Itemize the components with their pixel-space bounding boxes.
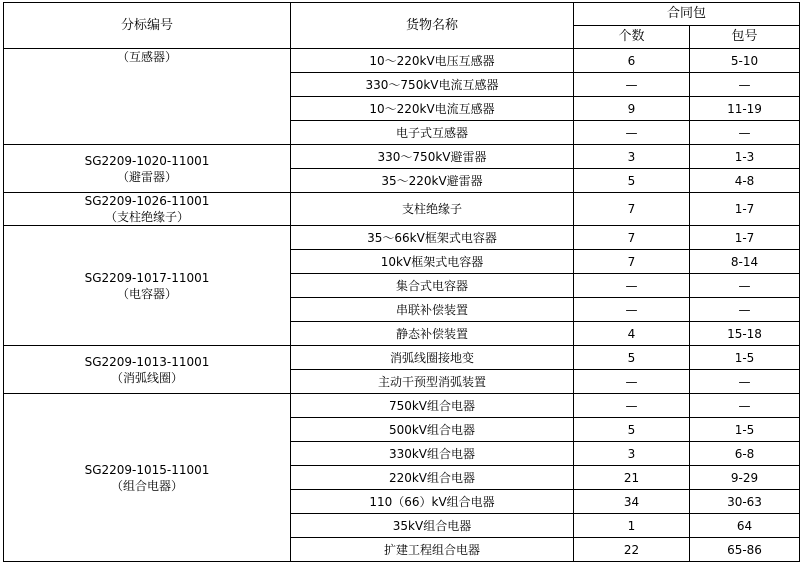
- count-cell: —: [574, 298, 690, 322]
- count-cell: —: [574, 370, 690, 394]
- count-cell: 7: [574, 250, 690, 274]
- goods-name-cell: 主动干预型消弧装置: [291, 370, 574, 394]
- count-cell: 7: [574, 193, 690, 226]
- goods-name-cell: 10kV框架式电容器: [291, 250, 574, 274]
- count-cell: 34: [574, 490, 690, 514]
- section-category: （支柱绝缘子）: [104, 210, 189, 224]
- section-number-cell: [4, 193, 291, 226]
- goods-name-cell: 电子式互感器: [291, 121, 574, 145]
- package-number-cell: 65-86: [690, 538, 800, 562]
- goods-name-cell: 扩建工程组合电器: [291, 538, 574, 562]
- section-number-cell: [4, 346, 291, 394]
- table-row: [4, 193, 800, 226]
- package-number-cell: 1-7: [690, 193, 800, 226]
- table-row: [4, 49, 800, 73]
- package-number-cell: 15-18: [690, 322, 800, 346]
- contract-package-table: [3, 2, 800, 562]
- goods-name-cell: 35～220kV避雷器: [291, 169, 574, 193]
- section-code: SG2209-1015-11001: [84, 462, 210, 477]
- table-row: [4, 346, 800, 370]
- package-number-cell: 9-29: [690, 466, 800, 490]
- goods-name-cell: 220kV组合电器: [291, 466, 574, 490]
- goods-name-cell: 集合式电容器: [291, 274, 574, 298]
- section-code: SG2209-1013-11001: [84, 354, 210, 369]
- count-cell: 3: [574, 145, 690, 169]
- header-count: 个数: [574, 26, 690, 49]
- package-number-cell: —: [690, 298, 800, 322]
- header-contract-package: 合同包: [574, 3, 800, 26]
- package-number-cell: —: [690, 370, 800, 394]
- table-row: [4, 145, 800, 169]
- package-number-cell: —: [690, 121, 800, 145]
- table-row: [4, 226, 800, 250]
- goods-name-cell: 35～66kV框架式电容器: [291, 226, 574, 250]
- count-cell: 5: [574, 418, 690, 442]
- section-category: （组合电器）: [110, 478, 183, 493]
- header-package-number: 包号: [690, 26, 800, 49]
- header-section-number: 分标编号: [4, 3, 291, 49]
- section-number-cell: [4, 226, 291, 346]
- package-number-cell: —: [690, 73, 800, 97]
- section-category: （电容器）: [116, 286, 177, 301]
- goods-name-cell: 串联补偿装置: [291, 298, 574, 322]
- count-cell: 4: [574, 322, 690, 346]
- count-cell: 6: [574, 49, 690, 73]
- package-number-cell: 64: [690, 514, 800, 538]
- table-body: [4, 49, 800, 562]
- goods-name-cell: 330～750kV电流互感器: [291, 73, 574, 97]
- count-cell: 5: [574, 346, 690, 370]
- package-number-cell: 30-63: [690, 490, 800, 514]
- count-cell: 5: [574, 169, 690, 193]
- section-number-cell: [4, 145, 291, 193]
- package-number-cell: 8-14: [690, 250, 800, 274]
- count-cell: —: [574, 274, 690, 298]
- package-number-cell: 4-8: [690, 169, 800, 193]
- package-number-cell: 5-10: [690, 49, 800, 73]
- goods-name-cell: 消弧线圈接地变: [291, 346, 574, 370]
- goods-name-cell: 静态补偿装置: [291, 322, 574, 346]
- package-number-cell: 1-7: [690, 226, 800, 250]
- package-number-cell: —: [690, 394, 800, 418]
- package-number-cell: 11-19: [690, 97, 800, 121]
- section-code: SG2209-1026-11001: [84, 194, 210, 208]
- header-goods-name: 货物名称: [291, 3, 574, 49]
- goods-name-cell: 750kV组合电器: [291, 394, 574, 418]
- section-category: （避雷器）: [116, 169, 177, 184]
- goods-name-cell: 35kV组合电器: [291, 514, 574, 538]
- package-number-cell: 1-5: [690, 418, 800, 442]
- goods-name-cell: 330kV组合电器: [291, 442, 574, 466]
- section-number-cell: [4, 49, 291, 145]
- count-cell: 9: [574, 97, 690, 121]
- section-code: SG2209-1017-11001: [84, 270, 210, 285]
- section-code: SG2209-1020-11001: [84, 153, 210, 168]
- count-cell: —: [574, 394, 690, 418]
- goods-name-cell: 330～750kV避雷器: [291, 145, 574, 169]
- section-category: （消弧线圈）: [110, 370, 183, 385]
- table-row: [4, 394, 800, 418]
- count-cell: —: [574, 73, 690, 97]
- package-number-cell: 1-5: [690, 346, 800, 370]
- count-cell: —: [574, 121, 690, 145]
- package-number-cell: 1-3: [690, 145, 800, 169]
- package-number-cell: —: [690, 274, 800, 298]
- count-cell: 3: [574, 442, 690, 466]
- goods-name-cell: 110（66）kV组合电器: [291, 490, 574, 514]
- goods-name-cell: 10～220kV电流互感器: [291, 97, 574, 121]
- count-cell: 7: [574, 226, 690, 250]
- section-number-cell: [4, 394, 291, 562]
- goods-name-cell: 10～220kV电压互感器: [291, 49, 574, 73]
- count-cell: 21: [574, 466, 690, 490]
- goods-name-cell: 500kV组合电器: [291, 418, 574, 442]
- count-cell: 1: [574, 514, 690, 538]
- section-category: （互感器）: [116, 50, 177, 64]
- package-number-cell: 6-8: [690, 442, 800, 466]
- goods-name-cell: 支柱绝缘子: [291, 193, 574, 226]
- count-cell: 22: [574, 538, 690, 562]
